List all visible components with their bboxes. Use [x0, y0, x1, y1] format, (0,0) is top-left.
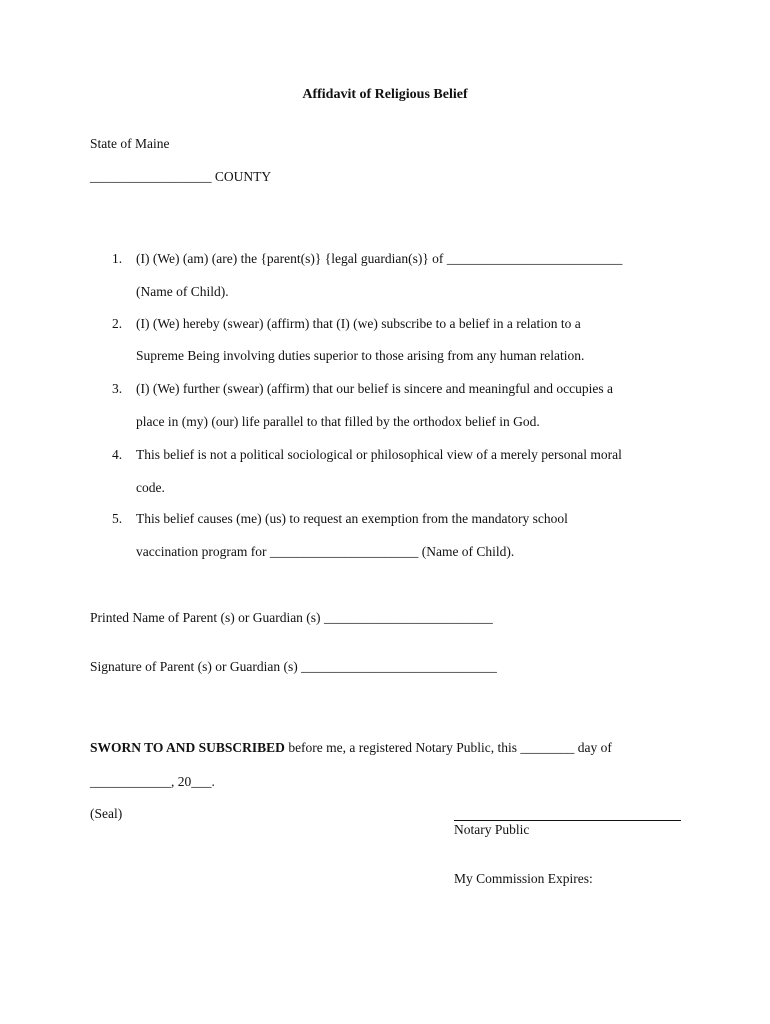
- item-number: 1.: [112, 251, 123, 266]
- date-year-blank[interactable]: ___: [191, 774, 212, 789]
- printed-name-blank[interactable]: _________________________: [323, 610, 493, 625]
- county-line: [90, 169, 271, 185]
- item-line-2: (Name of Child).: [136, 284, 229, 299]
- date-line: [90, 774, 215, 790]
- item-number: 2.: [112, 316, 123, 331]
- item-text: (I) (We) (am) (are) the {parent(s)} {legal guardian(s)} of: [136, 251, 444, 266]
- item-number: 4.: [112, 447, 123, 462]
- sworn-heading: SWORN TO AND SUBSCRIBED: [90, 740, 285, 755]
- sworn-day-of: day of: [577, 740, 612, 755]
- item-line: (I) (We) further (swear) (affirm) that our belief is sincere and meaningful and occupies a: [136, 381, 613, 396]
- sworn-line: [90, 740, 612, 756]
- signature-label: Signature of Parent (s) or Guardian (s): [90, 659, 298, 674]
- child-name-blank[interactable]: __________________________: [446, 251, 623, 266]
- county-blank[interactable]: __________________: [90, 169, 212, 184]
- signature-line: [90, 659, 497, 675]
- item-line-2: [136, 544, 514, 560]
- notary-label: Notary Public: [454, 822, 530, 837]
- notary-signature-line[interactable]: [454, 819, 681, 821]
- item-line: (I) (We) hereby (swear) (affirm) that (I) (we) subscribe to a belief in a relation to a: [136, 316, 581, 331]
- county-label: COUNTY: [214, 169, 272, 184]
- date-period: .: [211, 774, 215, 789]
- sworn-text: before me, a registered Notary Public, this: [288, 740, 517, 755]
- item-line: This belief is not a political sociological or philosophical view of a merely personal moral: [136, 447, 622, 462]
- sworn-day-blank[interactable]: ________: [520, 740, 575, 755]
- item-line: This belief causes (me) (us) to request an exemption from the mandatory school: [136, 511, 568, 526]
- signature-blank[interactable]: _____________________________: [301, 659, 497, 674]
- item-number: 3.: [112, 381, 123, 396]
- printed-name-label: Printed Name of Parent (s) or Guardian (s): [90, 610, 321, 625]
- date-year-prefix: , 20: [171, 774, 192, 789]
- item-text: (Name of Child).: [421, 544, 515, 559]
- item-line-2: place in (my) (our) life parallel to that filled by the orthodox belief in God.: [136, 414, 540, 429]
- child-name-blank[interactable]: ______________________: [269, 544, 419, 559]
- item-text: vaccination program for: [136, 544, 267, 559]
- date-blank[interactable]: ____________: [90, 774, 171, 789]
- document-title: Affidavit of Religious Belief: [302, 87, 468, 102]
- item-line-2: Supreme Being involving duties superior to those arising from any human relation.: [136, 348, 585, 363]
- commission-label: My Commission Expires:: [454, 871, 593, 886]
- item-number: 5.: [112, 511, 123, 526]
- state-line: State of Maine: [90, 136, 170, 151]
- item-line: [136, 251, 622, 267]
- printed-name-line: [90, 610, 493, 626]
- seal-label: (Seal): [90, 806, 123, 821]
- item-line-2: code.: [136, 480, 165, 495]
